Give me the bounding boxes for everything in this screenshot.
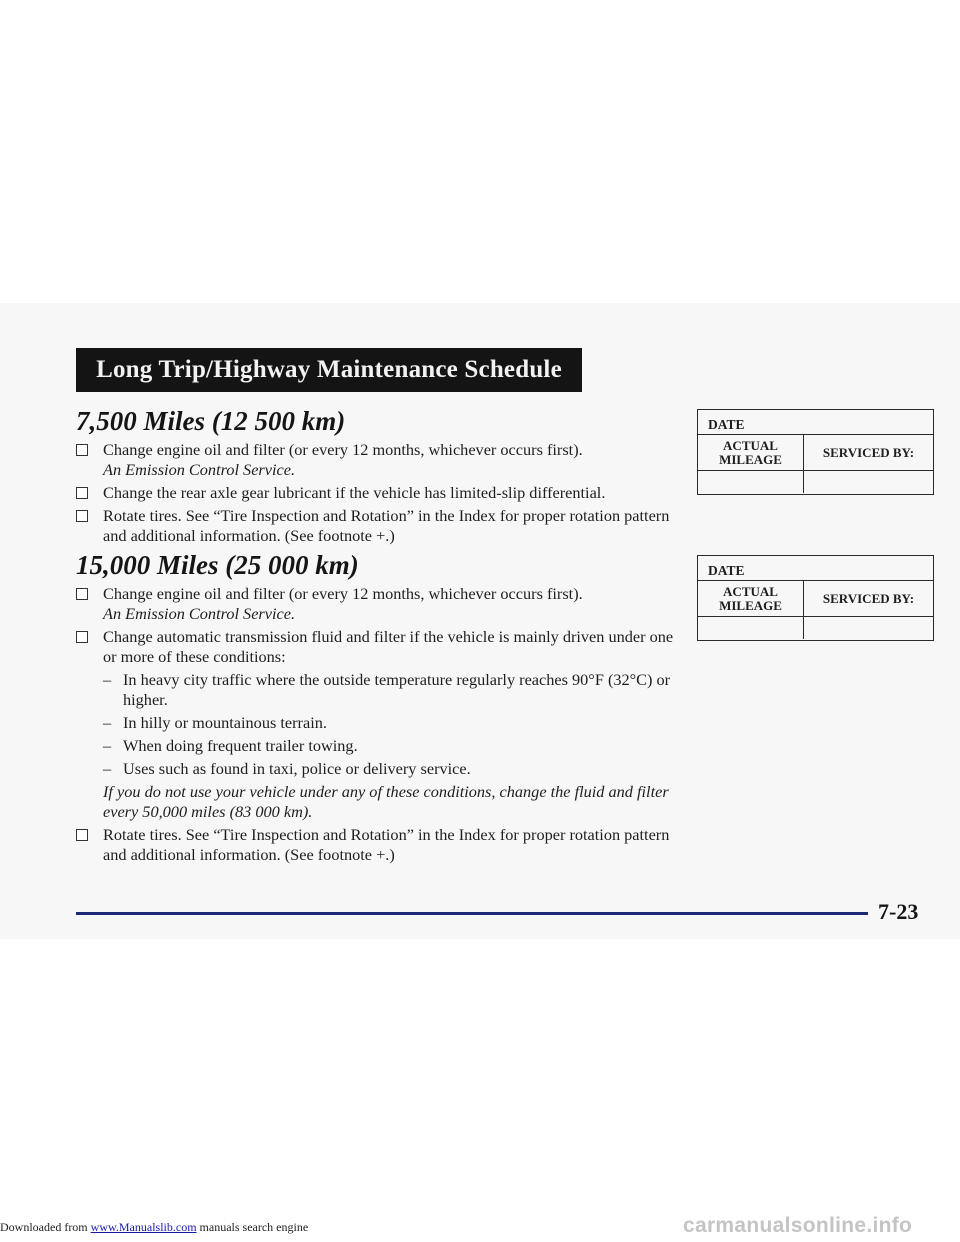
- manualslib-link[interactable]: www.Manualslib.com: [90, 1220, 197, 1234]
- date-field[interactable]: DATE: [698, 410, 933, 435]
- checkbox-icon[interactable]: [76, 631, 88, 643]
- service-record-box: [697, 555, 934, 641]
- checkbox-icon[interactable]: [76, 444, 88, 456]
- record-entry-row: [698, 617, 933, 639]
- mileage-entry[interactable]: [698, 617, 804, 639]
- checkbox-icon[interactable]: [76, 829, 88, 841]
- checklist-item: [76, 825, 676, 865]
- dash-icon: –: [103, 759, 112, 778]
- section-title: 7,500 Miles (12 500 km): [76, 406, 346, 436]
- date-field[interactable]: DATE: [698, 556, 933, 581]
- checklist-item: [76, 440, 676, 480]
- checkbox-icon[interactable]: [76, 588, 88, 600]
- actual-mileage-label: [698, 435, 804, 470]
- item-note: An Emission Control Service.: [103, 460, 296, 479]
- page-number: 7-23: [878, 899, 919, 924]
- dash-icon: –: [103, 670, 112, 689]
- record-entry-row: [698, 471, 933, 493]
- footer-suffix: manuals search engine: [196, 1220, 309, 1234]
- item-text: Change automatic transmission fluid and filter if the vehicle is mainly driven under one or more of these conditions:: [103, 627, 674, 666]
- serviced-by-label: SERVICED BY:: [822, 591, 915, 606]
- serviced-by-label: SERVICED BY:: [822, 445, 915, 460]
- item-text: Change engine oil and filter (or every 12 months, whichever occurs first).: [103, 584, 583, 603]
- section-15000-miles: [76, 548, 676, 868]
- item-text: Rotate tires. See “Tire Inspection and Rotation” in the Index for proper rotation pattern and additional information. (See footnote +.): [103, 825, 670, 864]
- checkbox-icon[interactable]: [76, 510, 88, 522]
- footer-prefix: Downloaded from: [0, 1220, 91, 1234]
- mileage-entry[interactable]: [698, 471, 804, 493]
- record-header-row: [698, 581, 933, 617]
- checklist-item: [76, 584, 676, 624]
- actual-mileage-label: [698, 581, 804, 616]
- section-banner: Long Trip/Highway Maintenance Schedule: [76, 348, 582, 392]
- serviced-by-entry[interactable]: [804, 617, 933, 639]
- download-footer: [0, 1220, 308, 1235]
- checklist-item: [76, 627, 676, 667]
- item-text: Rotate tires. See “Tire Inspection and Rotation” in the Index for proper rotation pattern and additional information. (See footnote +.): [103, 506, 670, 545]
- record-header-row: [698, 435, 933, 471]
- checkbox-icon[interactable]: [76, 487, 88, 499]
- section-title: 15,000 Miles (25 000 km): [76, 550, 359, 580]
- condition-item: [76, 713, 676, 733]
- item-note: An Emission Control Service.: [103, 604, 296, 623]
- actual-label: ACTUAL: [723, 438, 778, 453]
- dash-icon: –: [103, 736, 112, 755]
- actual-label: ACTUAL: [723, 584, 778, 599]
- dash-icon: –: [103, 713, 112, 732]
- item-text: Change the rear axle gear lubricant if the vehicle has limited-slip differential.: [103, 483, 606, 502]
- checklist-item: [76, 506, 676, 546]
- section-7500-miles: [76, 404, 676, 549]
- condition-text: When doing frequent trailer towing.: [123, 736, 358, 755]
- footer-rule: [76, 912, 868, 915]
- condition-item: [76, 736, 676, 756]
- checklist-item: [76, 483, 676, 503]
- condition-text: In hilly or mountainous terrain.: [123, 713, 327, 732]
- mileage-label: MILEAGE: [719, 598, 782, 613]
- condition-text: Uses such as found in taxi, police or delivery service.: [123, 759, 471, 778]
- item-text: Change engine oil and filter (or every 12 months, whichever occurs first).: [103, 440, 583, 459]
- fluid-interval-note: If you do not use your vehicle under any of these conditions, change the fluid and filter every 50,000 miles (83 000 km).: [103, 782, 669, 821]
- serviced-by-entry[interactable]: [804, 471, 933, 493]
- condition-item: [76, 759, 676, 779]
- condition-item: [76, 670, 676, 710]
- service-record-box: [697, 409, 934, 495]
- mileage-label: MILEAGE: [719, 452, 782, 467]
- condition-text: In heavy city traffic where the outside temperature regularly reaches 90°F (32°C) or higher.: [123, 670, 671, 709]
- site-watermark: carmanualsonline.info: [683, 1214, 913, 1237]
